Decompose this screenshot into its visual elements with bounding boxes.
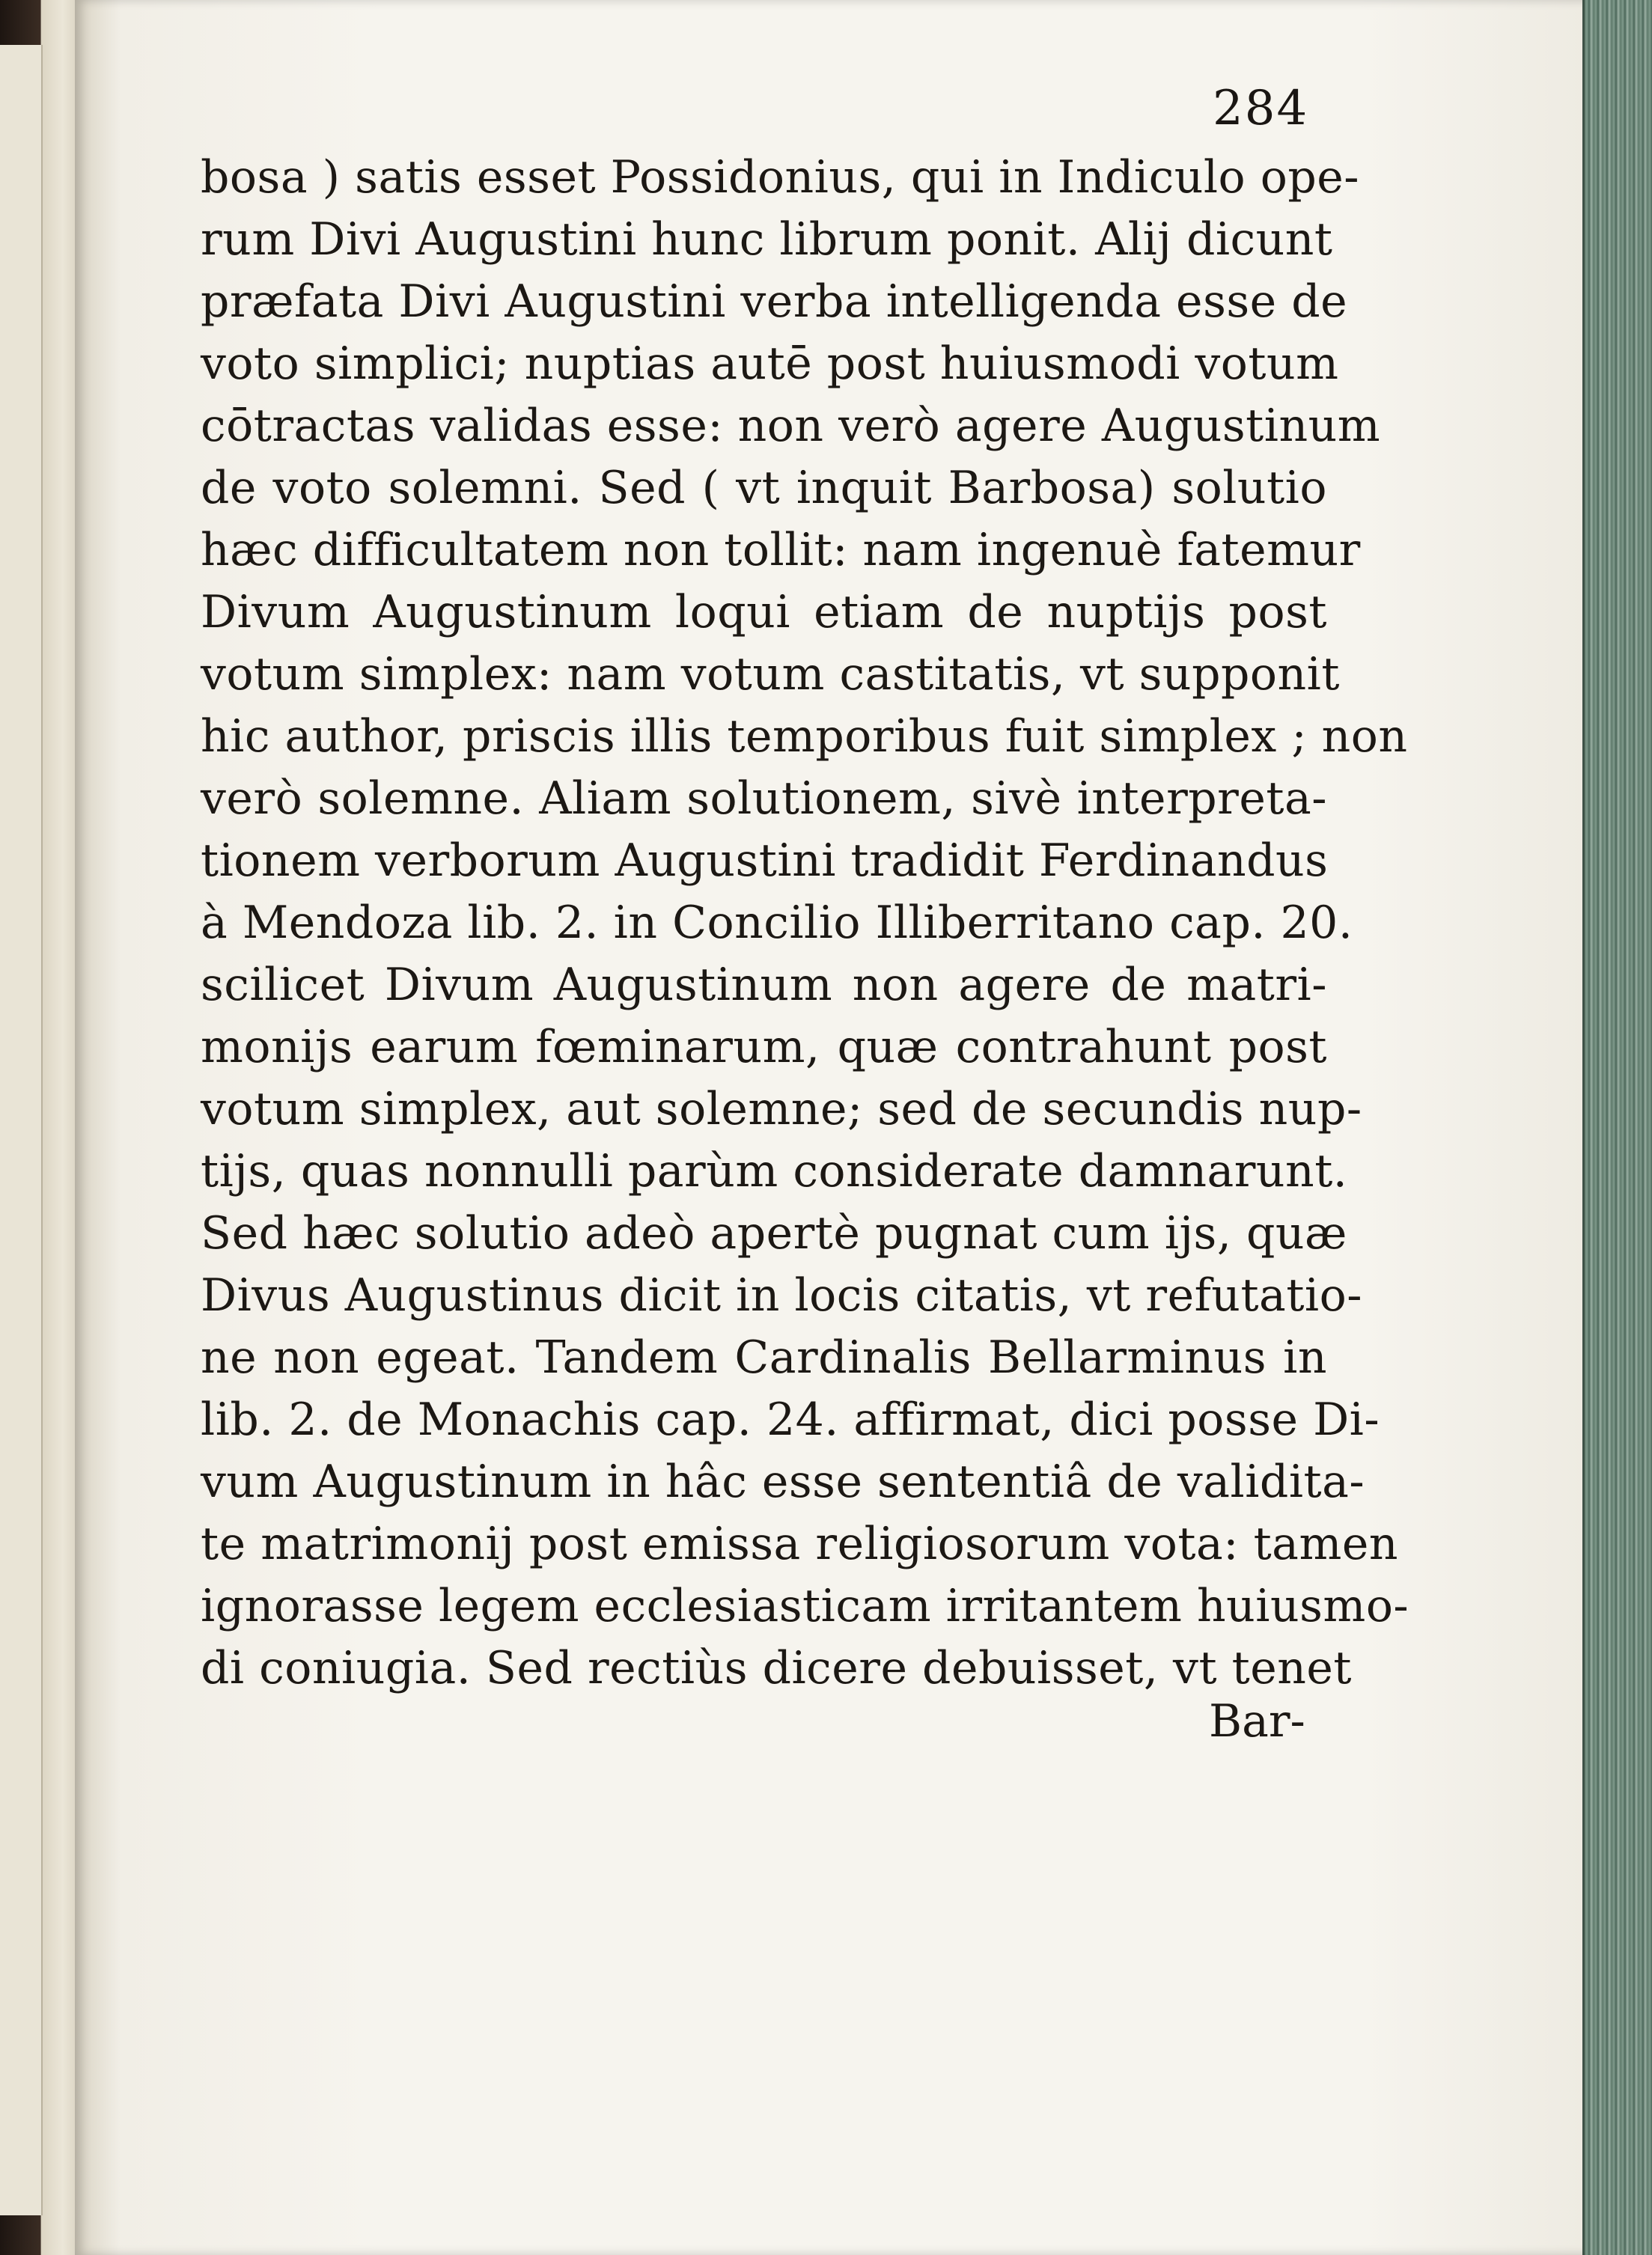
text-line: ignorasse legem ecclesiasticam irritantem huiusmo-	[201, 1580, 1409, 1632]
body-text	[201, 147, 1409, 1700]
text-line: tijs, quas nonnulli parùm considerate damnarunt.	[201, 1145, 1348, 1197]
text-line: Sed hæc solutio adeò apertè pugnat cum ijs, quæ	[201, 1207, 1347, 1260]
text-line: hic author, priscis illis temporibus fuit simplex ; non	[201, 710, 1408, 763]
text-line: cōtractas validas esse: non verò agere Augustinum	[201, 400, 1381, 452]
text-line: à Mendoza lib. 2. in Concilio Illiberritano cap. 20.	[201, 897, 1353, 949]
text-line: Divum Augustinum loqui etiam de nuptijs post	[201, 586, 1327, 638]
text-line: monijs earum fœminarum, quæ contrahunt post	[201, 1021, 1327, 1073]
text-line: vum Augustinum in hâc esse sententiâ de validita-	[201, 1456, 1365, 1508]
text-line: hæc difficultatem non tollit: nam ingenuè fatemur	[201, 524, 1361, 576]
page-number: 284	[1213, 81, 1309, 136]
text-line: Divus Augustinus dicit in locis citatis, vt refutatio-	[201, 1269, 1363, 1322]
text-line: scilicet Divum Augustinum non agere de matri-	[201, 959, 1327, 1011]
page-fore-edge	[1582, 0, 1652, 2255]
text-line: voto simplici; nuptias autē post huiusmodi votum	[201, 338, 1339, 390]
catchword: Bar-	[1209, 1695, 1305, 1748]
text-line: bosa ) satis esset Possidonius, qui in Indiculo ope-	[201, 151, 1360, 204]
text-line: di coniugia. Sed rectiùs dicere debuisset, vt tenet	[201, 1642, 1353, 1694]
text-line: præfata Divi Augustini verba intelligenda esse de	[201, 275, 1348, 328]
text-line: te matrimonij post emissa religiosorum vota: tamen	[201, 1518, 1398, 1570]
book-page	[75, 0, 1587, 2255]
text-line: lib. 2. de Monachis cap. 24. affirmat, dici posse Di-	[201, 1394, 1380, 1446]
text-line: verò solemne. Aliam solutionem, sivè interpreta-	[201, 772, 1327, 825]
text-line: de voto solemni. Sed ( vt inquit Barbosa) solutio	[201, 462, 1327, 514]
text-line: tionem verborum Augustini tradidit Ferdinandus	[201, 834, 1329, 887]
text-line: ne non egeat. Tandem Cardinalis Bellarminus in	[201, 1331, 1327, 1384]
text-line: rum Divi Augustini hunc librum ponit. Alij dicunt	[201, 213, 1333, 266]
text-line: votum simplex, aut solemne; sed de secundis nup-	[201, 1083, 1362, 1135]
previous-page-edge	[0, 45, 43, 2215]
text-line: votum simplex: nam votum castitatis, vt supponit	[201, 648, 1340, 701]
